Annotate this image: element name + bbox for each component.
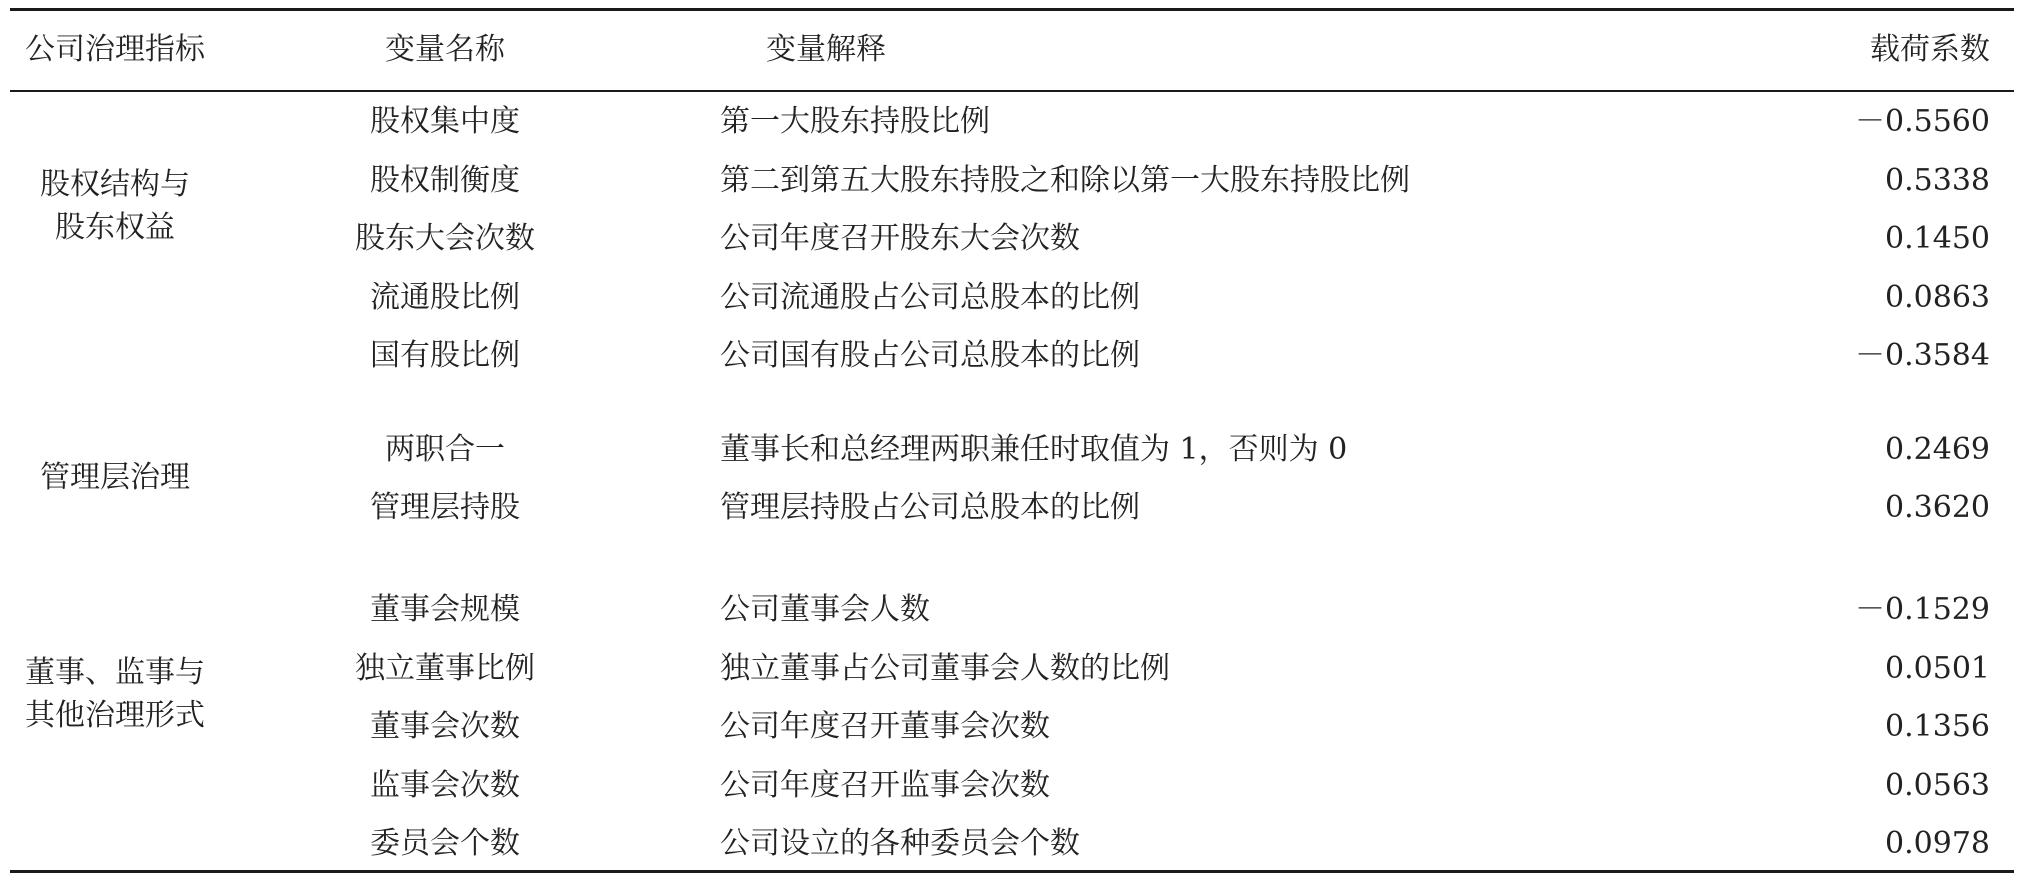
bottom-rule [10, 870, 2014, 873]
loading-value: 0.3620 [1885, 490, 1990, 525]
variable-name: 股权制衡度 [370, 163, 520, 198]
variable-explanation: 公司年度召开监事会次数 [720, 768, 1050, 803]
loading-value: 0.1450 [1885, 221, 1990, 256]
variable-explanation: 董事长和总经理两职兼任时取值为 1，否则为 0 [720, 432, 1348, 467]
variable-explanation: 第二到第五大股东持股之和除以第一大股东持股比例 [720, 163, 1410, 198]
variable-name: 管理层持股 [370, 490, 520, 525]
group-label-line: 股东权益 [55, 210, 175, 245]
loading-value: 0.2469 [1885, 432, 1990, 467]
variable-name: 两职合一 [385, 432, 505, 467]
loading-value: －0.1529 [1855, 592, 1990, 627]
group-label-line: 其他治理形式 [25, 698, 205, 733]
loading-value: 0.0863 [1885, 280, 1990, 315]
group-label [10, 651, 220, 737]
group-label-line: 董事、监事与 [25, 655, 205, 690]
variable-name: 流通股比例 [370, 280, 520, 315]
governance-table [10, 8, 2014, 872]
loading-value: －0.3584 [1855, 338, 1990, 373]
variable-name: 股权集中度 [370, 104, 520, 139]
loading-value: 0.1356 [1885, 709, 1990, 744]
loading-value: －0.5560 [1855, 104, 1990, 139]
loading-value: 0.0563 [1885, 768, 1990, 803]
header-loading: 载荷系数 [1870, 32, 1990, 67]
group-label-line: 股权结构与 [40, 167, 190, 202]
variable-name: 委员会个数 [370, 826, 520, 861]
header-rule [10, 90, 2014, 92]
loading-value: 0.5338 [1885, 163, 1990, 198]
header-indicator: 公司治理指标 [25, 32, 205, 67]
variable-explanation: 公司国有股占公司总股本的比例 [720, 338, 1140, 373]
variable-name: 董事会次数 [370, 709, 520, 744]
variable-explanation: 独立董事占公司董事会人数的比例 [720, 651, 1170, 686]
group-label [10, 456, 220, 499]
loading-value: 0.0978 [1885, 826, 1990, 861]
variable-name: 独立董事比例 [355, 651, 535, 686]
variable-explanation: 公司年度召开股东大会次数 [720, 221, 1080, 256]
variable-name: 董事会规模 [370, 592, 520, 627]
top-rule [10, 8, 2014, 11]
variable-explanation: 公司年度召开董事会次数 [720, 709, 1050, 744]
group-label [10, 163, 220, 249]
variable-explanation: 公司流通股占公司总股本的比例 [720, 280, 1140, 315]
variable-explanation: 第一大股东持股比例 [720, 104, 990, 139]
variable-explanation: 公司董事会人数 [720, 592, 930, 627]
group-label-line: 管理层治理 [40, 460, 190, 495]
variable-name: 监事会次数 [370, 768, 520, 803]
variable-explanation: 公司设立的各种委员会个数 [720, 826, 1080, 861]
variable-explanation: 管理层持股占公司总股本的比例 [720, 490, 1140, 525]
variable-name: 股东大会次数 [355, 221, 535, 256]
variable-name: 国有股比例 [370, 338, 520, 373]
header-explanation: 变量解释 [766, 32, 886, 67]
header-variable: 变量名称 [385, 32, 505, 67]
loading-value: 0.0501 [1885, 651, 1990, 686]
